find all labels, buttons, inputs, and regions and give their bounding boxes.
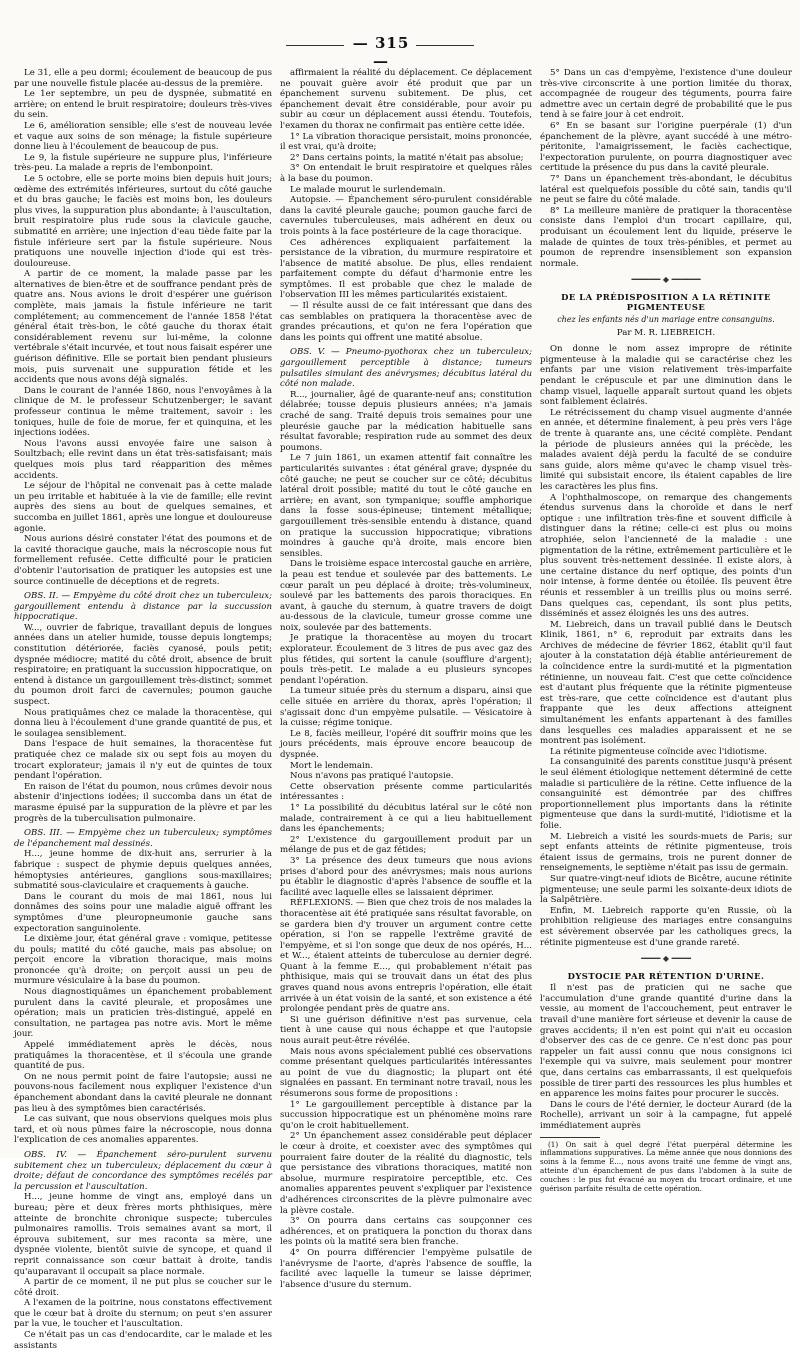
paragraph: 1° La vibration thoracique persistait, moins prononcée, il est vrai, qu'à droite; — [280, 131, 532, 153]
paragraph: H..., jeune homme de vingt ans, employé dans un bureau; père et deux frères morts phthisiques, mère atteinte de bronchite chronique suspecte; tubercules pulmonaires ramollis. Trois semaines avant sa mort, il éprouva subitement, sur mes raconta sa mère, une dyspnée violente, bientôt suivie de syncope, et quand il reprit connaissance son cœur battait à droite, tandis qu'auparavant il occupait sa place normale. — [14, 1192, 272, 1277]
paragraph: Le cas suivant, que nous observions quelques mois plus tard, et où nous pûmes faire la nécroscopie, nous donna l'explication de ces anomalies apparentes. — [14, 1114, 272, 1146]
paragraph: 4° On pourra différencier l'empyème pulsatile de l'anévrysme de l'aorte, d'après l'absence de souffle, la facilité avec laquelle la tumeur se laisse déprimer, l'absence d'usure du sternum. — [280, 1247, 532, 1290]
paragraph: Nous pratiquâmes chez ce malade la thoracentèse, qui donna lieu à l'écoulement d'une grande quantité de pus, et le soulagea sensiblement. — [14, 707, 272, 739]
footnote: (1) On sait à quel degré l'état puerpéral détermine les inflammations suppuratives. La même année que nous donnions des soins à la femme E..., nous avons traité une femme de vingt ans, atteinte d'un épanchement de pus dans l'abdomen à la suite de couches : le pus fut évacué au moyen du trocart ordinaire, et une guérison parfaite résulta de cette opération. — [540, 1139, 792, 1193]
paragraph: Le 31, elle a peu dormi; écoulement de beaucoup de pus par une nouvelle fistule placée au-dessus de la première. — [14, 68, 272, 89]
paragraph: Nous diagnostiquâmes un épanchement probablement purulent dans la cavité pleurale, et proposâmes une opération; mais un praticien très-distingué, appelé en consultation, ne partagea pas notre avis. Mort le même jour. — [14, 987, 272, 1040]
paragraph: 8° La meilleure manière de pratiquer la thoracentèse consiste dans l'emploi d'un trocart capillaire, qui, produisant un écoulement lent du liquide, préserve le malade de quintes de toux très-pénibles, et permet au poumon de reprendre insensiblement son expansion normale. — [540, 205, 792, 269]
paragraph: A partir de ce moment, il ne put plus se coucher sur le côté droit. — [14, 1277, 272, 1298]
paragraph: Ces adhérences expliquaient parfaitement la persistance de la vibration, du murmure respiratoire et l'absence de matité absolue. De plus, elles rendaient parfaitement compte du défaut d'harmonie entre les symptômes. Il est probable que chez le malade de l'observation III les mêmes particularités existaient. — [280, 237, 532, 301]
observation-heading: OBS. IV. — Épanchement séro-purulent survenu subitement chez un tuberculeux; déplacement du cœur à droite; défaut de concordance des symptômes recélés par la percussion et l'auscultation. — [14, 1149, 272, 1192]
paragraph: Ce n'était pas un cas d'endocardite, car le malade et les assistants — [14, 1330, 272, 1351]
paragraph: Le 7 juin 1861, un examen attentif fait connaître les particularités suivantes : état général grave; dyspnée du côté gauche; ne peut se coucher sur ce côté; décubitus latéral droit possible; matité du tout le côté gauche en arrière; en avant, son tympanique; souffle amphorique dans la fosse sous-épineuse; tintement métallique; gargouillement très-sensible entendu à distance, quand on pratique la succussion hippocratique; vibrations moindres à gauche qu'à droite, mais encore bien sensibles. — [280, 453, 532, 559]
paragraph: En raison de l'état du poumon, nous crûmes devoir nous abstenir d'injections iodées; il succomba dans un état de marasme épuisé par la suppuration de la plèvre et par les progrès de la tuberculisation pulmonaire. — [14, 781, 272, 824]
paragraph: La tumeur située près du sternum a disparu, ainsi que celle située en arrière du thorax, après l'opération; il s'agissait donc d'un empyème pulsatile. — Vésicatoire à la cuisse; régime tonique. — [280, 686, 532, 729]
paragraph: R..., journalier, âgé de quarante-neuf ans; constitution délabrée; tousse depuis plusieurs années; n'a jamais craché de sang. Traité depuis trois semaines pour une pleurésie gauche par la médication habituelle sans résultat favorable; respiration rude au sommet des deux poumons. — [280, 389, 532, 453]
paragraph: 7° Dans un épanchement très-abondant, le décubitus latéral est quelquefois possible du côté sain, tandis qu'il ne peut se faire du côté malade. — [540, 173, 792, 206]
paragraph: Appelé immédiatement après le décès, nous pratiquâmes la thoracentèse, et il s'écoula une grande quantité de pus. — [14, 1040, 272, 1072]
paragraph: Le 1er septembre, un peu de dyspnée, submatité en arrière; on entend le bruit respiratoire; douleurs très-vives du sein. — [14, 89, 272, 121]
paragraph: Enfin, M. Liebreich rapporte qu'en Russie, où la prohibition religieuse des mariages entre consanguins est sévèrement observée par les catholiques grecs, la rétinite pigmenteuse est d'une grande rareté. — [540, 905, 792, 948]
paragraph: 2° Un épanchement assez considérable peut déplacer le cœur à droite, et coexister avec des symptômes qui pourraient faire douter de la réalité du diagnostic, tels que persistance des vibrations thoraciques, matité non absolue, murmure respiratoire perceptible, etc. Ces anomalies apparentes peuvent s'expliquer par l'existence d'adhérences circonscrites de la plèvre pulmonaire avec la plèvre costale. — [280, 1131, 532, 1216]
column-middle — [280, 68, 532, 1290]
header-rule-right — [416, 45, 474, 46]
paragraph: 3° La présence des deux tumeurs que nous avions prises d'abord pour des anévrysmes; mais nous aurions pu établir le diagnostic d'après l'absence de souffle et la facilité avec laquelle elles se laissaient déprimer. — [280, 855, 532, 898]
paragraph: 1° Le gargouillement perceptible à distance par la succussion hippocratique est un phénomène moins rare qu'on le croit habituellement. — [280, 1099, 532, 1131]
paragraph: Si une guérison définitive n'est pas survenue, cela tient à une cause qui nous échappe et que l'autopsie nous aurait peut-être révélée. — [280, 1014, 532, 1047]
column-left — [14, 68, 272, 1351]
section-separator: ━━━━━━ ◆ ━━━━━━ — [631, 275, 701, 285]
paragraph: A partir de ce moment, la malade passe par les alternatives de bien-être et de souffrance pendant près de quatre ans. Nous avions le droit d'espérer une guérison complète, mais jamais la fistule inférieure ne tarit complétement; au commencement de l'année 1858 l'état général était très-bon, le côté gauche du thorax était considérablement revenu sur lui-même, la colonne vertébrale s'était incurvée, et tout nous faisait espérer une guérison définitive. Elle se portait bien pendant plusieurs mois, puis survenait une suppuration fétide et les accidents que nous avons déjà signalés. — [14, 269, 272, 386]
observation-heading: OBS. III. — Empyème chez un tuberculeux; symptômes de l'épanchement mal dessinés. — [14, 828, 272, 849]
paragraph: Le 6, amélioration sensible; elle s'est de nouveau levée et vaque aux soins de son ménage; la fistule supérieure donne lieu à l'écoulement de beaucoup de pus. — [14, 120, 272, 153]
paragraph: Le malade mourut le surlendemain. — [290, 184, 446, 195]
paragraph: Mort le lendemain. — [290, 760, 374, 771]
paragraph: affirmaient la réalité du déplacement. Ce déplacement ne pouvait guère avoir été produit que par un épanchement survenu subitement. De plus, cet épanchement devait être considérable, pour avoir pu subir au cœur un déplacement aussi étendu. Toutefois, l'examen du thorax ne confirmait pas entière cette idée. — [280, 68, 532, 131]
paragraph: Nous aurions désiré constater l'état des poumons et de la cavité thoracique gauche, mais la nécroscopie nous fut formellement refusée. Cette difficulté pour le praticien d'obtenir l'autorisation de pratiquer les autopsies est une source continuelle de déceptions et de regrets. — [14, 534, 272, 587]
paragraph: 5° Dans un cas d'empyème, l'existence d'une douleur très-vive circonscrite à une portion limitée du thorax, accompagnée de rougeur des téguments, pourra faire admettre avec un certain degré de probabilité que le pus tend à se faire jour à cet endroit. — [540, 68, 792, 121]
paragraph: 1° La possibilité du décubitus latéral sur le côté non malade, contrairement à ce qui a lieu habituellement dans les épanchements; — [280, 802, 532, 835]
paragraph: M. Liebreich, dans un travail publié dans le Deutsch Klinik, 1861, n° 6, reproduit par extraits dans les Archives de médecine de février 1862, établit qu'il faut ajouter à la constatation déjà établie antérieurement de la coïncidence entre la surdi-mutité et la pigmentation rétinienne, un nouveau fait. C'est que cette coïncidence est d'autant plus fréquente que la rétinite pigmenteuse est très-rare, que cette coïncidence est d'autant plus frappante que les deux affections atteignent simultanément les enfants appartenant à des familles dans lesquelles ces maladies apparaissent et ne se montrent pas isolément. — [540, 619, 792, 747]
paragraph: On donne le nom assez impropre de rétinite pigmenteuse à la maladie qui se caractérise chez les enfants par une vision relativement très-imparfaite pendant le crépuscule et par une diminution dans le champ visuel, laquelle apparaît surtout quand les objets sont faiblement éclairés. — [540, 344, 792, 408]
paragraph: Sur quatre-vingt-neuf idiots de Bicêtre, aucune rétinite pigmenteuse; une seule parmi les soixante-deux idiots de la Salpêtrière. — [540, 873, 792, 906]
paragraph: La consanguinité des parents constitue jusqu'à présent le seul élément étiologique nettement déterminé de cette maladie si particulière de la rétine. Cette influence de la consanguinité est démontrée par des chiffres proportionnellement plus importants dans la rétinite pigmenteuse que dans la surdi-mutité, l'idiotisme et la folie. — [540, 757, 792, 831]
paragraph: Dans l'espace de huit semaines, la thoracentèse fut pratiquée chez ce malade six ou sept fois au moyen du trocart explorateur; jamais il n'y eut de quintes de toux pendant l'opération. — [14, 739, 272, 782]
section-separator: ━━━━ ◆ ━━━━ — [641, 954, 691, 964]
observation-heading: OBS. II. — Empyème du côté droit chez un tuberculeux; gargouillement entendu à distance par la succussion hippocratique. — [14, 591, 272, 623]
paragraph: 2° L'existence du gargouillement produit par un mélange de pus et de gaz fétides; — [280, 834, 532, 856]
paragraph: Mais nous avons spécialement publié ces observations comme présentant quelques particularités intéressantes au point de vue du diagnostic; la plupart ont été signalées en passant. En terminant notre travail, nous les résumerons sous forme de propositions : — [280, 1046, 532, 1099]
paragraph: Le 8, faciès meilleur, l'opéré dit souffrir moins que les jours précédents, mais éprouve encore beaucoup de dyspnée. — [280, 728, 532, 760]
paragraph: 3° On pourra dans certains cas soupçonner ces adhérences, et on pratiquera la ponction du thorax dans les points où la matité sera bien franche. — [280, 1216, 532, 1248]
paragraph: M. Liebreich a visité les sourds-muets de Paris; sur sept enfants atteints de rétinite pigmenteuse, trois étaient issus de germains, trois ne purent donner de renseignements, le septième n'était pas issu de germain. — [540, 831, 792, 874]
article-author: Par M. R. LIEBREICH. — [616, 327, 716, 338]
paragraph: A l'examen de la poitrine, nous constatons effectivement que le cœur bat à droite du sternum; on peut s'en assurer par la vue, le toucher et l'auscultation. — [14, 1298, 272, 1330]
paragraph: Le 5 octobre, elle se porte moins bien depuis huit jours; œdème des extrémités inférieures, surtout du côté gauche et du bras gauche; le faciès est moins bon, les douleurs plus vives, la suppuration plus abondante; à l'auscultation, bruit respiratoire plus rude sous la clavicule gauche, submatité en arrière; une injection d'eau tiède faite par la fistule inférieure sert par la fistule supérieure. Nous pratiquons une nouvelle injection d'iode qui est très-douloureuse. — [14, 173, 272, 269]
header-rule-left — [286, 45, 344, 46]
paragraph: Le dixième jour, état général grave : vomique, petitesse du pouls; matité du côté gauche, mais pas absolue; on perçoit encore la vibration thoracique, mais moins prononcée qu'à droite; on perçoit aussi un peu de murmure vésiculaire à la base du poumon. — [14, 934, 272, 987]
paragraph: Autopsie. — Épanchement séro-purulent considérable dans la cavité pleurale gauche; poumon gauche farci de cavernules tuberculeuses, mais adhérent en deux ou trois points à la face postérieure de la cage thoracique. — [280, 195, 532, 237]
paragraph: RÉFLEXIONS. — Bien que chez trois de nos malades la thoracentèse ait été pratiquée sans résultat favorable, on se gardera bien d'y trouver un argument contre cette opération, si l'on se rappelle l'extrême gravité de l'empyème, et si l'on songe que deux de nos opérés, H... et W..., étaient atteints de tuberculose au dernier degré. Quant à la femme E..., qui probablement n'était pas phthisique, mais qui se trouvait dans un état des plus graves quand nous avons entrepris l'opération, elle était arrivée à un état voisin de la santé, et son existence a été prolongée pendant près de quatre ans. — [280, 898, 532, 1015]
paragraph: Il n'est pas de praticien qui ne sache que l'accumulation d'une grande quantité d'urine dans la vessie, au moment de l'accouchement, peut entraver le travail d'une manière fort sérieuse et devenir la cause de graves accidents; il n'en est point qui n'ait eu occasion d'observer des cas de ce genre. Ce n'est donc pas pour rappeler un fait aussi connu que nous consignons ici l'exemple qui va suivre, mais seulement pour montrer que, dans certains cas embarrassants, il est quelquefois possible de tirer parti des ressources les plus humbles et en apparence les moins faites pour procurer le succès. — [540, 983, 792, 1100]
article-title: DYSTOCIE PAR RÉTENTION D'URINE. — [567, 970, 765, 981]
page-number: — 315 — — [352, 34, 410, 70]
paragraph: Nous l'avons aussi envoyée faire une saison à Soultzbach; elle revint dans un état très-satisfaisant; mais quelques mois plus tard réapparition des mêmes accidents. — [14, 438, 272, 481]
paragraph: W..., ouvrier de fabrique, travaillant depuis de longues années dans un atelier humide, tousse depuis longtemps; constitution détériorée, faciès cyanosé, pouls petit; dyspnée médiocre; matité du côté droit, absence de bruit respiratoire; en pratiquant la succussion hippocratique, on entend à distance un gargouillement très-distinct; sommet du poumon droit farci de cavernules; poumon gauche suspect. — [14, 622, 272, 708]
column-right — [540, 68, 792, 1193]
paragraph: — Il résulte aussi de ce fait intéressant que dans des cas semblables on pratiquera la thoracentèse avec de grandes précautions, et qu'on ne fera l'opération que dans les points qui offrent une matité absolue. — [280, 301, 532, 343]
paragraph: Dans le cours de l'été dernier, le docteur Aurard (de la Rochelle), arrivant un soir à la campagne, fut appelé immédiatement auprès — [540, 1099, 792, 1131]
paragraph: Je pratique la thoracentèse au moyen du trocart explorateur. Écoulement de 3 litres de pus avec gaz des plus fétides, qui sortent la canule (soufflure d'argent); pouls très-petit. Le malade a eu plusieurs syncopes pendant l'opération. — [280, 633, 532, 686]
paragraph: Le séjour de l'hôpital ne convenait pas à cette malade un peu irritable et habituée à la vie de famille; elle revint auprès des siens au bout de quelques semaines, et succomba en juillet 1861, après une longue et douloureuse agonie. — [14, 481, 272, 534]
paragraph: H..., jeune homme de dix-huit ans, serrurier à la fabrique : suspect de phymie depuis quelques années, hémoptysies antérieures, ganglions sous-maxillaires; submatité sous-claviculaire et craquements à gauche. — [14, 849, 272, 892]
paragraph: Le 9, la fistule supérieure ne suppure plus, l'inférieure très-peu. La malade a repris de l'embonpoint. — [14, 152, 272, 174]
paragraph: Dans le courant de l'année 1860, nous l'envoyâmes à la clinique de M. le professeur Schutzenberger; le savant professeur continua le même traitement, savoir : les toniques, huile de foie de morue, fer et quinquina, et les injections iodées. — [14, 385, 272, 439]
paragraph: Cette observation présente comme particularités intéressantes : — [280, 781, 532, 803]
footnote-rule — [540, 1137, 600, 1138]
paragraph: La rétinite pigmenteuse coïncide avec l'idiotisme. — [550, 746, 767, 757]
article-subtitle: chez les enfants nés d'un mariage entre consanguins. — [557, 315, 775, 325]
observation-heading: OBS. V. — Pneumo-pyothorax chez un tuberculeux; gargouillement perceptible à distance; tumeurs pulsatiles simulant des anévrysmes; décubitus latéral du côté non malade. — [280, 347, 532, 390]
paragraph: 3° On entendait le bruit respiratoire et quelques râles à la base du poumon. — [280, 163, 532, 184]
article-title: DE LA PRÉDISPOSITION A LA RÉTINITE PIGMENTEUSE — [561, 291, 771, 313]
paragraph: 6° En se basant sur l'origine puerpérale (1) d'un épanchement de la plèvre, ayant succédé à une métro-péritonite, l'amaigrissement, le faciès cachectique, l'expectoration purulente, on pourra diagnostiquer avec certitude la présence du pus dans la cavité pleurale. — [540, 120, 792, 174]
paragraph: 2° Dans certains points, la matité n'était pas absolue; — [290, 152, 524, 163]
paragraph: On ne nous permit point de faire l'autopsie; aussi ne pouvons-nous facilement nous expliquer l'existence d'un épanchement abondant dans la cavité pleurale ne donnant pas lieu à des symptômes bien caractérisés. — [14, 1071, 272, 1114]
page-header — [0, 34, 800, 70]
paragraph: A l'ophthalmoscope, on remarque des changements étendus survenus dans la choroïde et dans le nerf optique : une infiltration très-fine et souvent difficile à distinguer dans la rétine; celle-ci est plus ou moins atrophiée, selon l'ancienneté de la maladie : une pigmentation de la rétine, extrêmement particulière et le plus souvent très-nettement dessinée. Il existe alors, à une certaine distance du nerf optique, des points d'un noir intense, à forme dentée ou étoilée. Ils peuvent être réunis et ressembler à un treillis plus ou moins serré. Dans quelques cas, cependant, ils sont plus petits, disséminés et assez éloignés les uns des autres. — [540, 492, 792, 620]
paragraph: Dans le troisième espace intercostal gauche en arrière, la peau est tendue et soulevée par des battements. Le cœur paraît un peu déplacé à droite; très-volumineux, soulevé par les battements des parois thoraciques. En avant, à gauche du sternum, à quatre travers de doigt au-dessous de la clavicule, tumeur grosse comme une noix, soulevée par des battements. — [280, 559, 532, 633]
paragraph: Dans le courant du mois de mai 1861, nous lui donnâmes des soins pour une maladie aiguë offrant les symptômes d'une pleuropneumonie gauche sans expectoration sanguinolente. — [14, 891, 272, 934]
paragraph: Le rétrécissement du champ visuel augmente d'année en année, et détermine finalement, à peu près vers l'âge de trente à quarante ans, une cécité complète. Pendant la période de plusieurs années qui la précède, les malades avaient déjà perdu la faculté de se conduire sans guide, alors même qu'avec le champ visuel très-limité qui subsistait encore, ils étaient capables de lire les caractères les plus fins. — [540, 407, 792, 492]
paragraph: Nous n'avons pas pratiqué l'autopsie. — [290, 771, 454, 782]
